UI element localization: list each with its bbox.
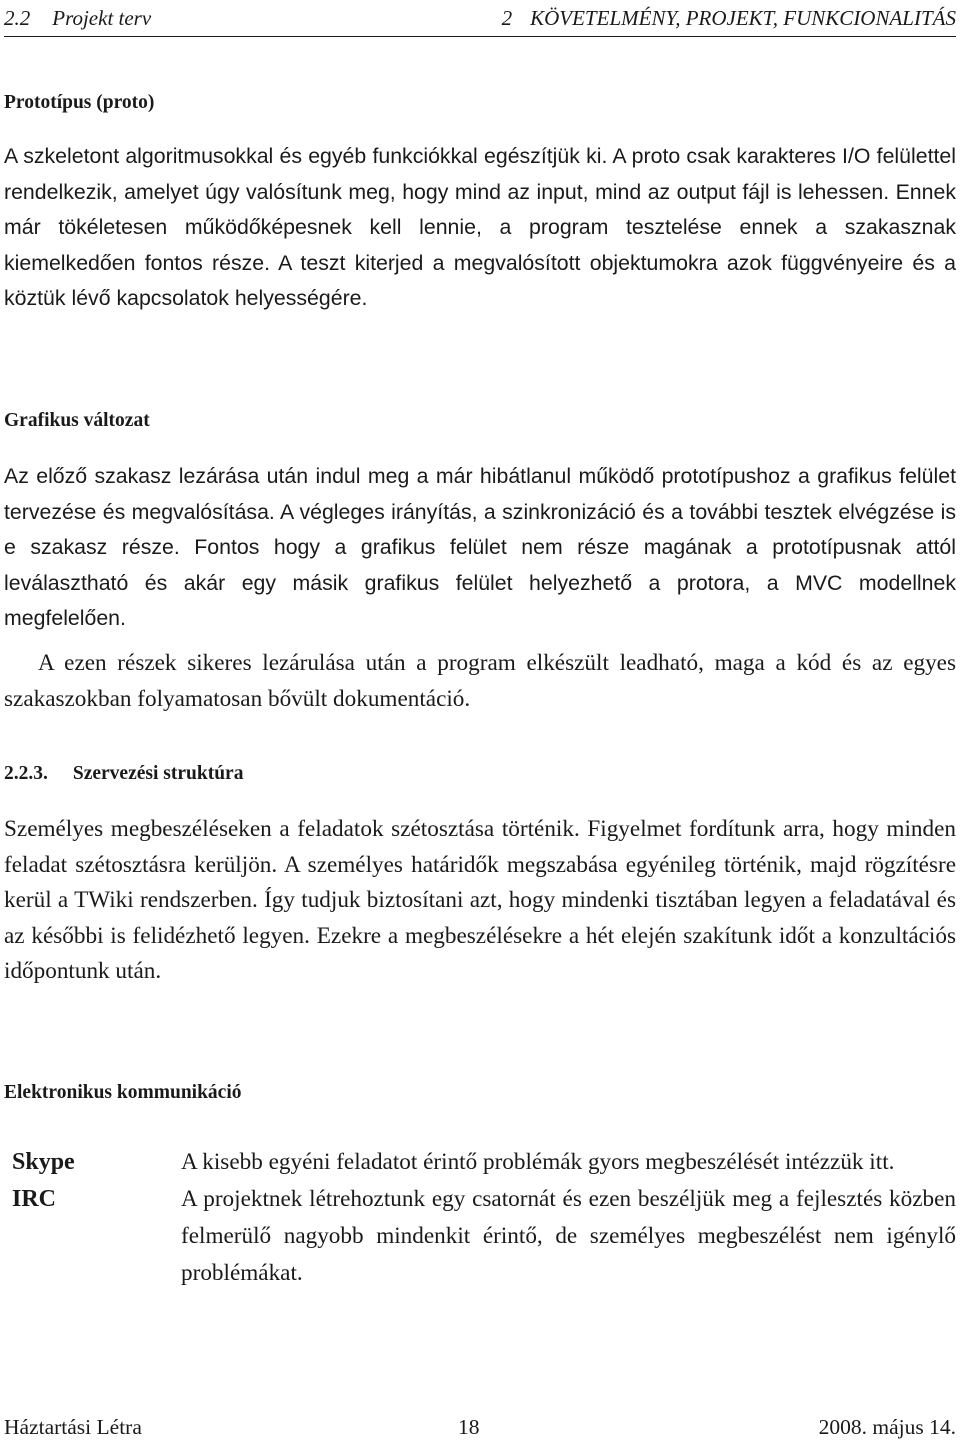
prototype-paragraph: A szkeletont algoritmusokkal és egyéb funkciókkal egészítjük ki. A proto csak karakteres I/O felülettel rendelkezik, amelyet úgy valósítunk meg, hogy mind az input, mind az output fájl is lehessen. Ennek már tökéletesen működőképesnek kell lennie, a program tesztelése ennek a szakasznak kiemelkedően fontos része. A teszt kiterjed a megvalósított objektumokra azok függvényeire és a köztük lévő kapcsolatok helyességére. bbox=[4, 144, 956, 310]
page-header bbox=[4, 4, 956, 32]
graphic-paragraph-1: Az előző szakasz lezárása után indul meg a már hibátlanul működő prototípushoz a grafikus felület tervezése és megvalósítása. A végleges irányítás, a szinkronizáció és a további tesztek elvégzése is e szakasz része. Fontos hogy a grafikus felület nem része magának a prototípusnak attól leválasztható és akár egy másik grafikus felület helyezhető a protora, a MVC modellnek megfelelően. bbox=[4, 464, 956, 630]
communication-item-irc bbox=[12, 1181, 956, 1292]
running-chapter-number: 2 bbox=[501, 6, 513, 30]
organization-heading-text: Szervezési struktúra bbox=[72, 763, 244, 784]
footer-date: 2008. május 14. bbox=[818, 1415, 956, 1439]
running-section-title: Projekt terv bbox=[52, 6, 152, 30]
running-chapter-title: KÖVETELMÉNY, PROJEKT, FUNKCIONALITÁS bbox=[530, 6, 956, 30]
footer-page-number: 18 bbox=[458, 1415, 480, 1439]
communication-desc-skype: A kisebb egyéni feladatot érintő problémák gyors megbeszélését intézzük itt. bbox=[181, 1149, 895, 1175]
graphic-paragraph-2: A ezen részek sikeres lezárulása után a program elkészült leadható, maga a kód és az egyes szakaszokban folyamatosan bővült dokumentáció. bbox=[4, 650, 956, 712]
communication-heading bbox=[4, 1081, 242, 1105]
communication-item-skype bbox=[12, 1144, 956, 1181]
prototype-heading bbox=[4, 91, 154, 115]
prototype-heading-text: Prototípus (proto) bbox=[4, 92, 155, 113]
running-section bbox=[4, 4, 151, 32]
running-chapter bbox=[502, 4, 956, 32]
graphic-heading bbox=[4, 409, 150, 433]
communication-term-skype: Skype bbox=[12, 1149, 75, 1175]
page-footer bbox=[4, 1412, 956, 1442]
header-rule bbox=[4, 36, 956, 37]
organization-paragraph: Személyes megbeszéléseken a feladatok szétosztása történik. Figyelmet fordítunk arra, hogy minden feladat szétosztásra kerüljön. A személyes határidők megszabása egyénileg történik, majd rögzítésre kerül a TWiki rendszerben. Így tudjuk biztosítani azt, hogy mindenki tisztában legyen a feladatával és az későbbi is felidézhető legyen. Ezekre a megbeszélésekre a hét elején szakítunk időt a konzultációs időpontunk után. bbox=[4, 816, 956, 984]
communication-list bbox=[12, 1144, 956, 1292]
communication-term-irc: IRC bbox=[12, 1186, 57, 1212]
organization-number: 2.2.3. bbox=[4, 763, 48, 784]
running-section-number: 2.2 bbox=[4, 6, 31, 30]
graphic-heading-text: Grafikus változat bbox=[4, 410, 150, 431]
communication-desc-irc: A projektnek létrehoztunk egy csatornát és ezen beszéljük meg a fejlesztés közben felmerülő nagyobb mindenkit érintő, de személyes megbeszélést nem igénylő problémákat. bbox=[181, 1186, 956, 1286]
footer-project-name: Háztartási Létra bbox=[4, 1415, 142, 1439]
organization-heading bbox=[4, 762, 243, 786]
communication-heading-text: Elektronikus kommunikáció bbox=[4, 1082, 242, 1103]
